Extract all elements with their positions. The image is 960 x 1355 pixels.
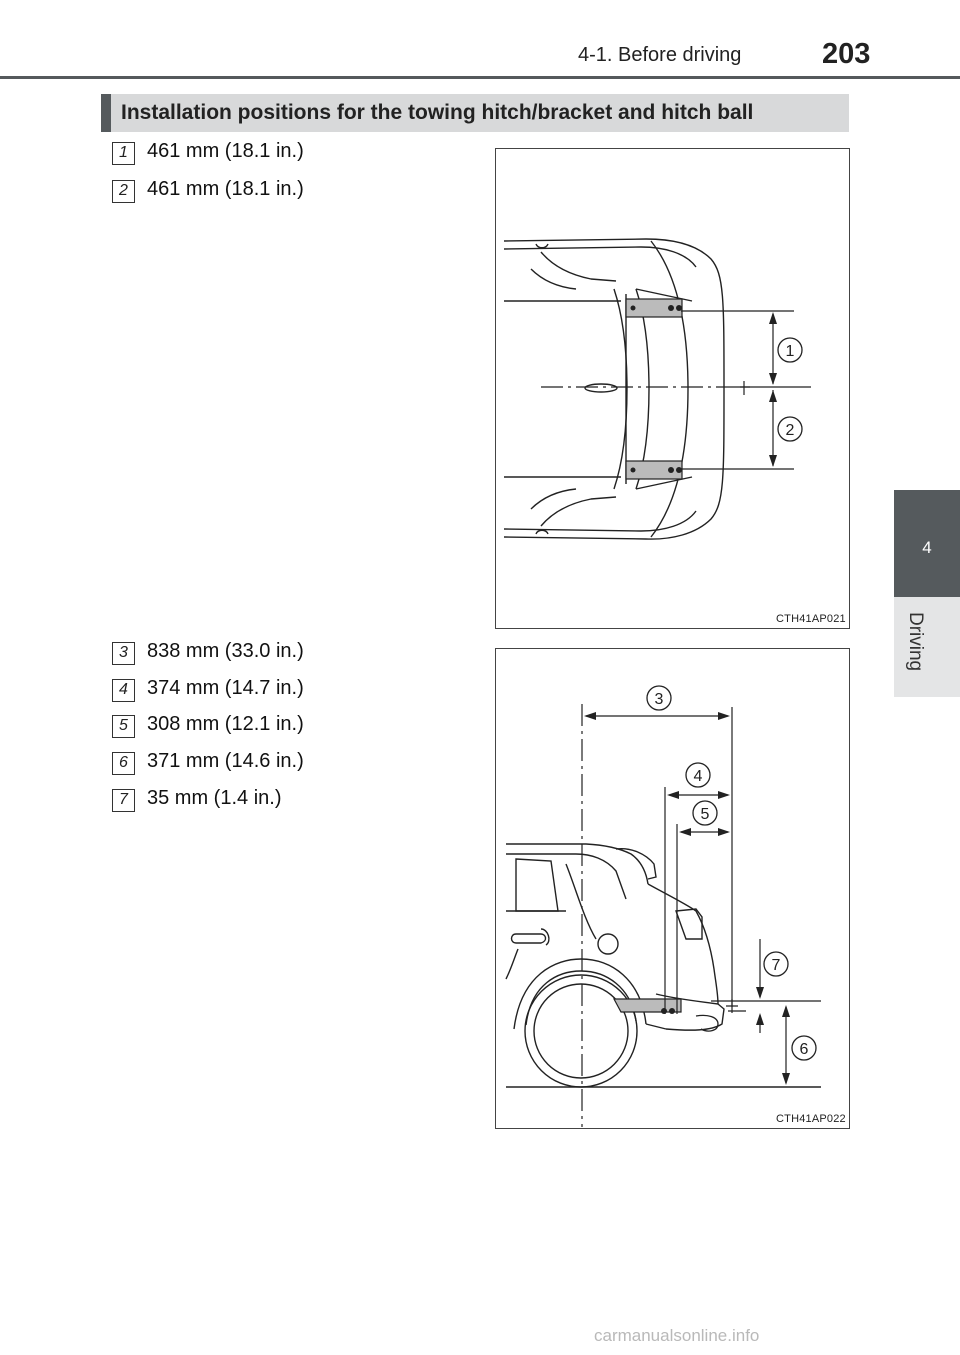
- callout-4: 4: [693, 768, 703, 785]
- callout-7: 7: [771, 957, 781, 974]
- section-title: 4-1. Before driving: [578, 44, 742, 66]
- chapter-label: [892, 612, 932, 682]
- item-text: 461 mm (18.1 in.): [147, 140, 304, 162]
- item-number: 4: [112, 679, 135, 702]
- callout-5: 5: [700, 806, 710, 823]
- item-text: 35 mm (1.4 in.): [147, 787, 282, 809]
- banner-title: Installation positions for the towing hitch/bracket and hitch ball: [121, 101, 754, 124]
- callout-3: 3: [654, 691, 664, 708]
- item-text: 374 mm (14.7 in.): [147, 677, 304, 699]
- banner-accent: [101, 94, 111, 132]
- item-text: 461 mm (18.1 in.): [147, 178, 304, 200]
- item-number: 7: [112, 789, 135, 812]
- callout-1: 1: [785, 343, 795, 360]
- callout-6: 6: [799, 1041, 809, 1058]
- figure-code: CTH41AP022: [776, 1113, 846, 1125]
- side-view-drawing: [496, 649, 851, 1130]
- item-number: 5: [112, 715, 135, 738]
- header-rule: [0, 76, 960, 79]
- chapter-label-text: Driving: [905, 612, 926, 672]
- top-view-drawing: [496, 149, 851, 630]
- item-text: 308 mm (12.1 in.): [147, 713, 304, 735]
- item-text: 838 mm (33.0 in.): [147, 640, 304, 662]
- item-text: 371 mm (14.6 in.): [147, 750, 304, 772]
- chapter-number: 4: [922, 538, 932, 557]
- side-view-figure: [495, 648, 850, 1129]
- item-number: 3: [112, 642, 135, 665]
- item-number: 6: [112, 752, 135, 775]
- item-number: 1: [112, 142, 135, 165]
- callout-2: 2: [785, 422, 795, 439]
- item-number: 2: [112, 180, 135, 203]
- page-number: 203: [822, 38, 871, 70]
- top-view-figure: [495, 148, 850, 629]
- watermark: carmanualsonline.info: [594, 1326, 760, 1345]
- figure-code: CTH41AP021: [776, 613, 846, 625]
